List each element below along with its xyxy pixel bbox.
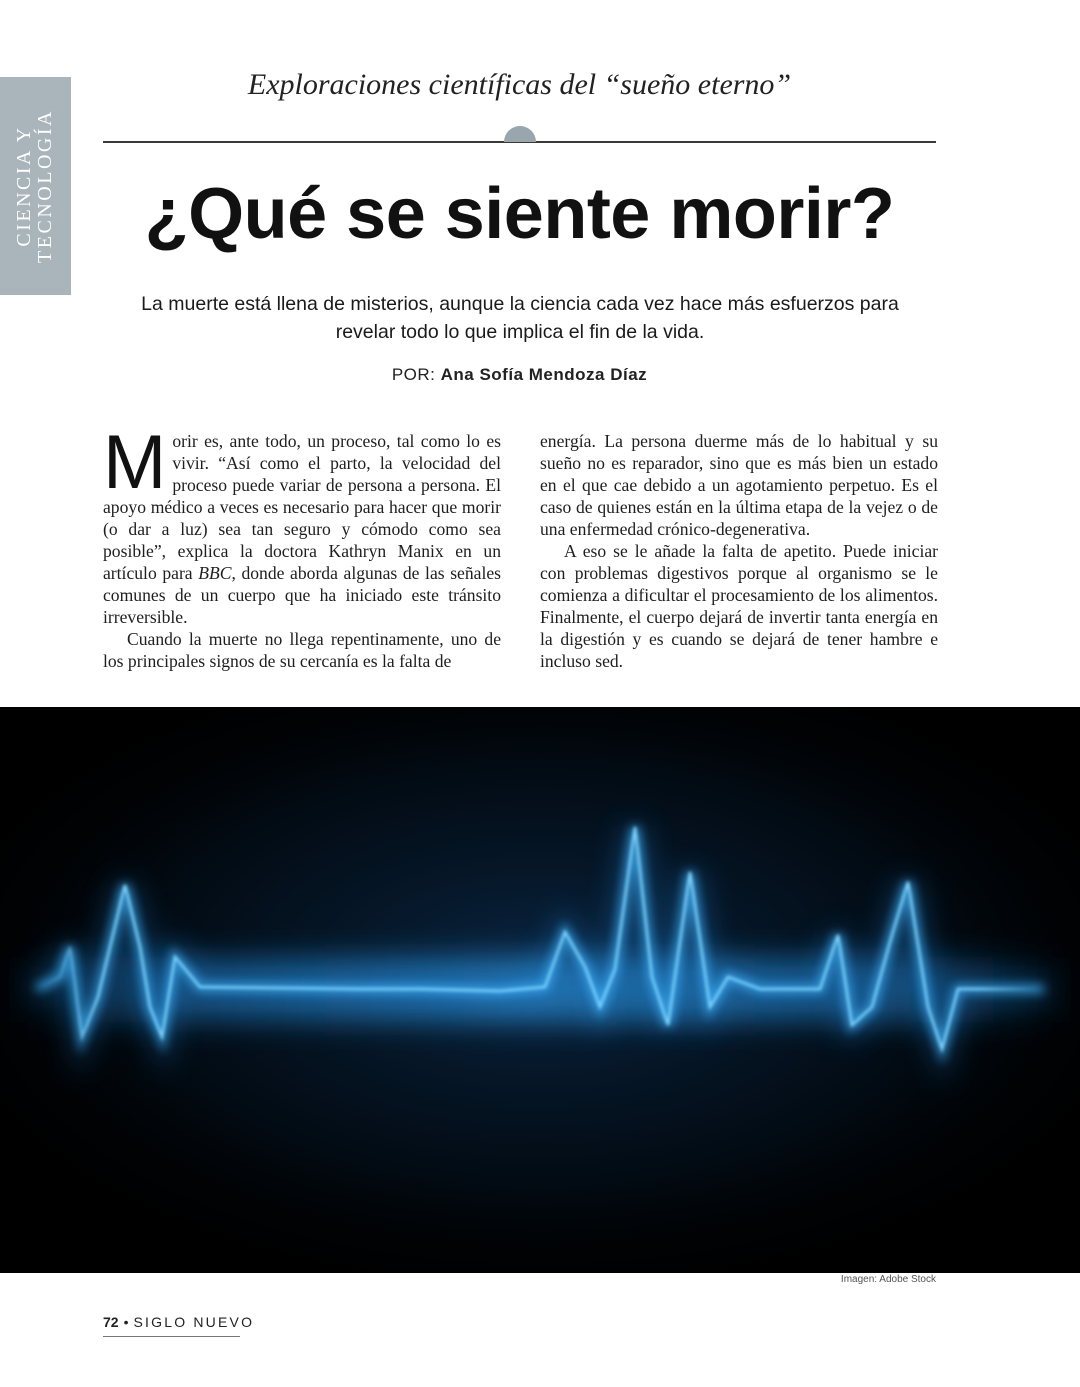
article-paragraph-2: Cuando la muerte no llega repentinamente, uno de los principales signos de su cercanía es la falta de xyxy=(103,629,501,671)
section-tab-label xyxy=(14,109,56,263)
byline xyxy=(103,365,936,385)
section-tab-line-2: TECNOLOGÍA xyxy=(34,109,56,263)
section-tab-line-1: CIENCIA Y xyxy=(13,125,35,247)
publication-name: SIGLO NUEVO xyxy=(133,1314,255,1330)
drop-cap: M xyxy=(103,420,167,505)
headline: ¿Qué se siente morir? xyxy=(144,174,895,254)
kicker: Exploraciones científicas del “sueño eterno” xyxy=(247,68,792,101)
article-paragraph-2-continued: energía. La persona duerme más de lo habitual y su sueño no es reparador, sino que es más bien un estado en el que cae debido a un agotamiento perpetuo. Es el caso de quienes están en la última etapa de la vejez o de una enfermedad crónico-degenerativa. xyxy=(540,431,938,539)
deck: La muerte está llena de misterios, aunque la ciencia cada vez hace más esfuerzos para revelar todo lo que implica el fin de la vida. xyxy=(141,293,899,343)
section-tab xyxy=(0,77,71,295)
article-paragraph-3: A eso se le añade la falta de apetito. Puede iniciar con problemas digestivos porque al organismo se le comienza a dificultar el procesamiento de los alimentos. Finalmente, el cuerpo dejará de invertir tanta energía en la digestión y es cuando se dejará de tener hambre e incluso sed. xyxy=(540,541,938,671)
article-column-left xyxy=(103,420,501,672)
article-column-right xyxy=(540,430,938,672)
byline-author: Ana Sofía Mendoza Díaz xyxy=(440,365,648,384)
footer-separator: • xyxy=(123,1314,129,1330)
heartbeat-image xyxy=(0,707,1080,1273)
image-credit: Imagen: Adobe Stock xyxy=(840,1274,936,1285)
paragraph-1-text-a: orir es, ante todo, un proceso, tal como lo es vivir. “Así como el parto, la velocidad del proceso puede variar de persona a persona. El apoyo médico a veces es necesario para hacer que morir (o dar a luz) sea tan seguro y cómodo como sea posible”, explica la doctora Kathryn Manix en un artículo para xyxy=(103,431,501,583)
article-paragraph-1 xyxy=(103,420,501,628)
rule-dot-ornament xyxy=(504,126,536,142)
page-number: 72 xyxy=(103,1314,119,1330)
paragraph-1-text-b: , donde aborda algunas de las señales comunes de un cuerpo que ha iniciado este tránsito irreversible. xyxy=(103,563,501,627)
byline-prefix: POR: xyxy=(391,365,441,384)
page-footer xyxy=(103,1314,255,1337)
heartbeat-waveform-icon xyxy=(0,707,1080,1273)
paragraph-1-source: BBC xyxy=(198,563,232,583)
